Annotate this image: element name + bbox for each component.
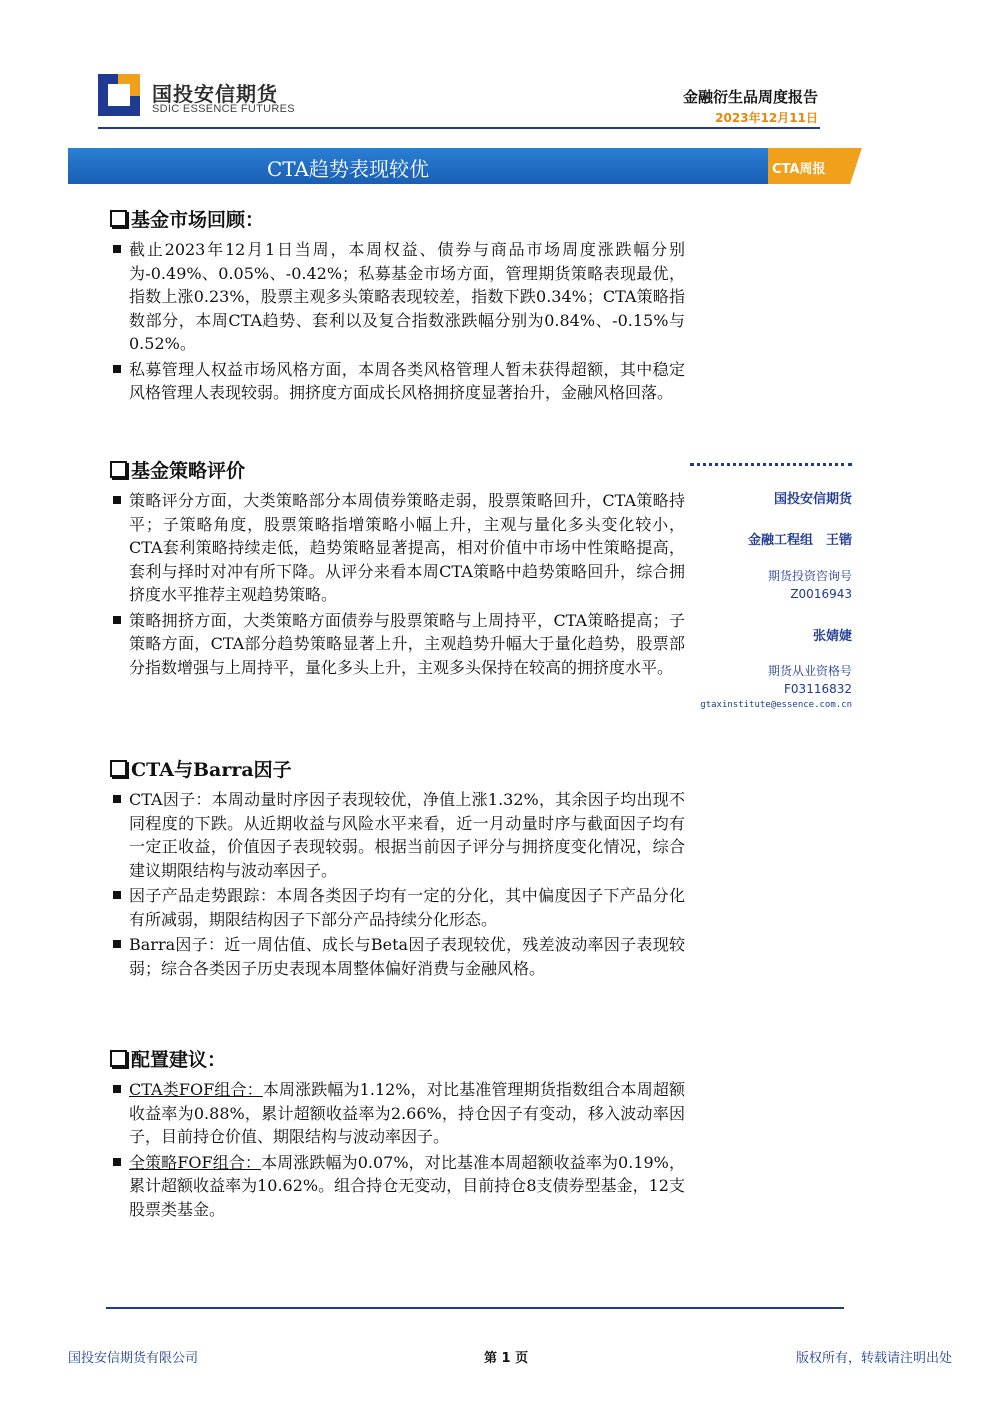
header-divider [98,127,820,129]
sidebar-cert-number: F03116832 [784,682,852,696]
list-item: CTA类FOF组合：本周涨跌幅为1.12%，对比基准管理期货指数组合本周超额收益率为0.88%，累计超额收益率为2.66%，持仓因子有变动，移入波动率因子，目前持仓价值、期限结构与波动率因子。 [110,1078,685,1149]
logo-mark-icon [98,74,140,116]
sidebar-email[interactable]: gtaxinstitute@essence.com.cn [700,700,852,710]
sidebar-divider [690,463,852,466]
checkbox-square-icon [110,760,127,777]
report-type-tag: CTA周报 [772,162,826,177]
list-item: CTA因子：本周动量时序因子表现较优，净值上涨1.32%，其余因子均出现不同程度的下跌。从近期收益与风险水平来看，近一月动量时序与截面因子均有一定正收益，价值因子表现较弱。根据当前因子评分与拥挤度变化情况，综合建议期限结构与波动率因子。 [110,788,685,882]
list-item: 私募管理人权益市场风格方面，本周各类风格管理人暂未获得超额，其中稳定风格管理人表现较弱。拥挤度方面成长风格拥挤度显著抬升，金融风格回落。 [110,358,685,405]
section-market-review [110,205,685,407]
bullet-square-icon [113,496,121,504]
page-number: 第 1 页 [484,1351,529,1366]
list-item: 全策略FOF组合：本周涨跌幅为0.07%，对比基准本周超额收益率为0.19%，累计超额收益率为10.62%。组合持仓无变动，目前持仓8支债券型基金，12支股票类基金。 [110,1151,685,1222]
report-title: 金融衍生品周度报告 [682,88,818,106]
section-strategy-evaluation [110,456,685,681]
list-item: 因子产品走势跟踪：本周各类因子均有一定的分化，其中偏度因子下产品分化有所减弱，期限结构因子下部分产品持续分化形态。 [110,884,685,931]
bullet-square-icon [113,365,121,373]
section-heading: 配置建议： [110,1045,685,1072]
footer-divider [106,1307,844,1309]
sidebar-analyst: 张婧婕 [812,629,852,644]
checkbox-square-icon [110,1050,127,1067]
sidebar-company: 国投安信期货 [773,492,852,507]
company-logo [98,74,298,120]
page-title: CTA趋势表现较优 [267,157,429,181]
sidebar-cert-number: Z0016943 [790,587,852,601]
checkbox-square-icon [110,210,127,227]
footer-company: 国投安信期货有限公司 [68,1351,199,1366]
footer-copyright: 版权所有，转载请注明出处 [795,1351,952,1366]
section-heading: 基金市场回顾： [110,205,685,232]
section-allocation-advice [110,1045,685,1223]
portfolio-label: 全策略FOF组合： [129,1152,262,1172]
report-date: 2023年12月11日 [715,111,818,125]
bullet-square-icon [113,1158,121,1166]
bullet-square-icon [113,245,121,253]
bullet-square-icon [113,795,121,803]
portfolio-label: CTA类FOF组合： [129,1080,263,1099]
sidebar-cert-label: 期货投资咨询号 [767,569,852,583]
logo-english-name: SDIC ESSENCE FUTURES [152,103,295,115]
list-item: 策略拥挤方面，大类策略方面债券与股票策略与上周持平，CTA策略提高；子策略方面，CTA部分趋势策略显著上升，主观趋势升幅大于量化趋势，股票部分指数增强与上周持平，量化多头上升，主观多头保持在较高的拥挤度水平。 [110,609,685,680]
list-item: Barra因子：近一周估值、成长与Beta因子表现较优，残差波动率因子表现较弱；综合各类因子历史表现本周整体偏好消费与金融风格。 [110,933,685,980]
sidebar-team: 金融工程组 王锴 [747,533,852,548]
bullet-square-icon [113,940,121,948]
bullet-square-icon [113,1085,121,1093]
section-heading: CTA与Barra因子 [110,755,685,782]
list-item: 策略评分方面，大类策略部分本周债券策略走弱，股票策略回升，CTA策略持平；子策略角度，股票策略指增策略小幅上升，主观与量化多头变化较小，CTA套利策略持续走低，趋势策略显著提高，相对价值中市场中性策略提高，套利与择时对冲有所下降。从评分来看本周CTA策略中趋势策略回升，综合拥挤度水平推荐主观趋势策略。 [110,489,685,607]
checkbox-square-icon [110,461,127,478]
sidebar-cert-label: 期货从业资格号 [767,664,852,678]
section-heading: 基金策略评价 [110,456,685,483]
logo-chinese-name: 国投安信期货 [152,82,278,106]
section-cta-barra-factors [110,755,685,982]
bullet-square-icon [113,616,121,624]
title-banner [68,148,858,184]
bullet-square-icon [113,891,121,899]
list-item: 截止2023年12月1日当周，本周权益、债券与商品市场周度涨跌幅分别为-0.49%、0.05%、-0.42%；私募基金市场方面，管理期货策略表现最优，指数上涨0.23%，股票主观多头策略表现较差，指数下跌0.34%；CTA策略指数部分，本周CTA趋势、套利以及复合指数涨跌幅分别为0.84%、-0.15%与0.52%。 [110,238,685,356]
